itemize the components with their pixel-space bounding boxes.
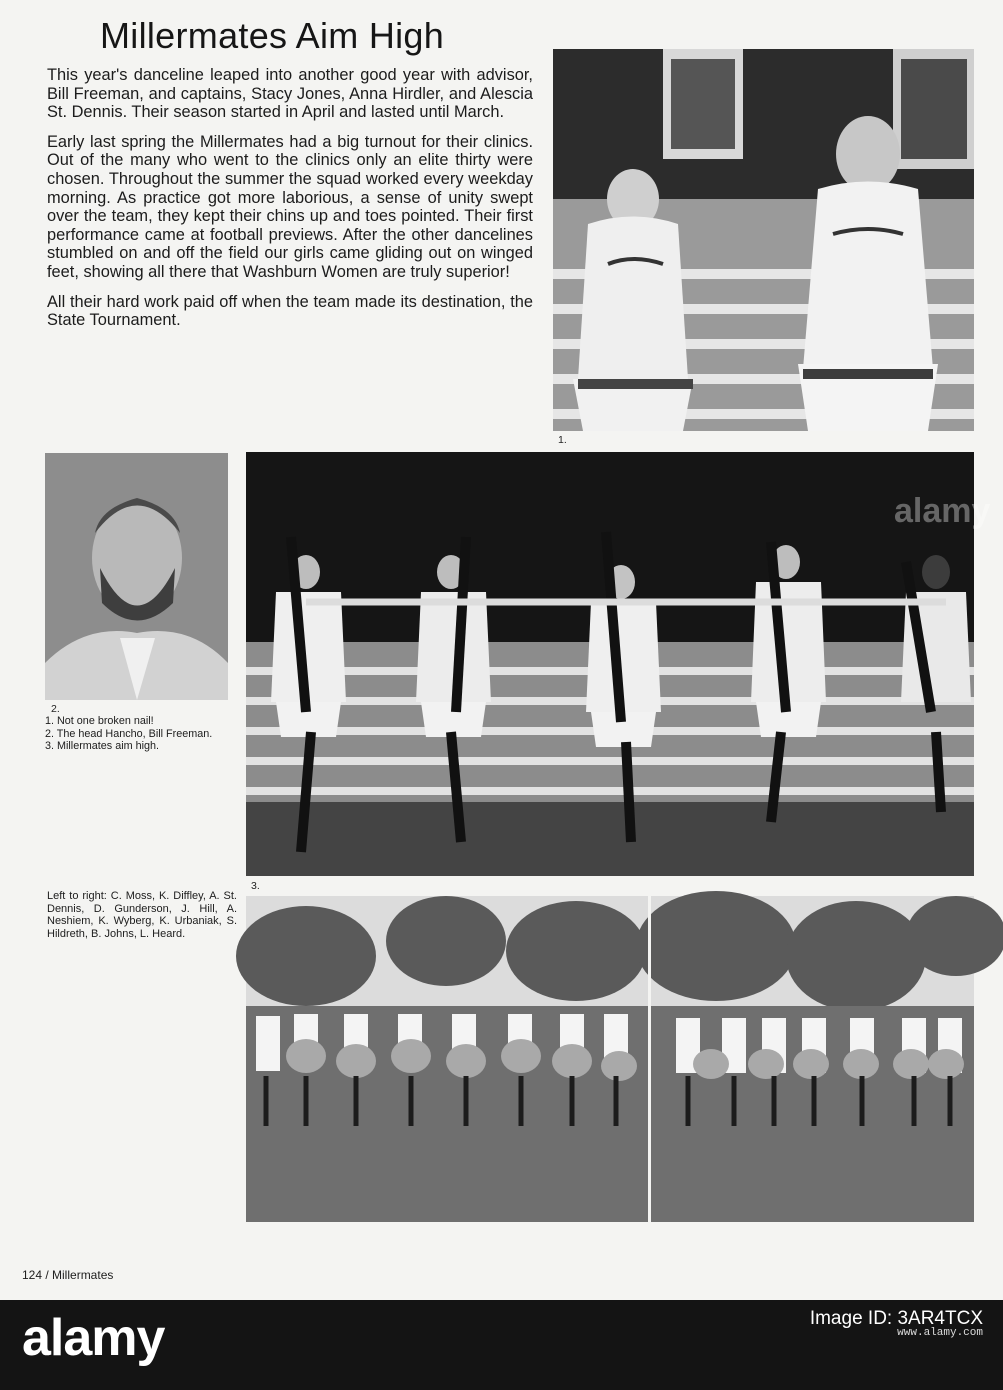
photo-team-group-image xyxy=(246,896,974,1222)
page-folio: 124 / Millermates xyxy=(22,1268,114,1282)
watermark-site: www.alamy.com xyxy=(897,1327,983,1339)
paragraph-1: This year's danceline leaped into another good year with advisor, Bill Freeman, and captains, Stacy Jones, Anna Hirdler, and Alescia St. Dennis. Their season started in April and lasted until March. xyxy=(47,66,533,122)
caption-1: 1. Not one broken nail! xyxy=(45,715,154,727)
watermark-id-label: Image ID: 3AR4TCX xyxy=(809,1308,983,1329)
paragraph-2: Early last spring the Millermates had a big turnout for their clinics. Out of the many who went to the clinics only an elite thirty were chosen. Throughout the summer the squad worked every weekday morning. As practice got more laborious, a sense of unity swept over the team, they kept their chins up and toes pointed. Their first performance came at football previews. After the other dancelines stumbled on and off the field our girls came gliding out on winged feet, showing all there that Washburn Women are truly superior! xyxy=(47,132,533,281)
page-title: Millermates Aim High xyxy=(100,15,445,56)
photo-high-kicks-image xyxy=(246,452,974,876)
article-body xyxy=(47,66,533,341)
photo-watermark: alamy xyxy=(894,492,991,530)
photo-number-3: 3. xyxy=(251,880,260,892)
watermark-brand-logo: alamy xyxy=(22,1309,165,1367)
photo-advisor-portrait xyxy=(45,453,228,700)
caption-2: 2. The head Hancho, Bill Freeman. xyxy=(45,727,213,740)
team-names-caption: Left to right: C. Moss, K. Diffley, A. St. Dennis, D. Gunderson, J. Hill, A. Neshiem, K. Wyberg, K. Urbaniak, S. Hildreth, B. Johns, L. Heard. xyxy=(47,890,237,940)
photo-team-group xyxy=(246,896,974,1222)
photo-captions xyxy=(45,715,225,753)
paragraph-3: All their hard work paid off when the team made its destination, the State Tournament. xyxy=(47,292,533,330)
photo-dancers-bleachers xyxy=(553,49,974,431)
photo-number-2: 2. xyxy=(51,703,60,715)
photo-number-1: 1. xyxy=(558,434,567,446)
watermark-image-id xyxy=(809,1308,983,1340)
photo-advisor-portrait-image xyxy=(45,453,228,700)
caption-3: 3. Millermates aim high. xyxy=(45,740,160,752)
photo-dancers-bleachers-image xyxy=(553,49,974,431)
photo-high-kicks xyxy=(246,452,991,876)
